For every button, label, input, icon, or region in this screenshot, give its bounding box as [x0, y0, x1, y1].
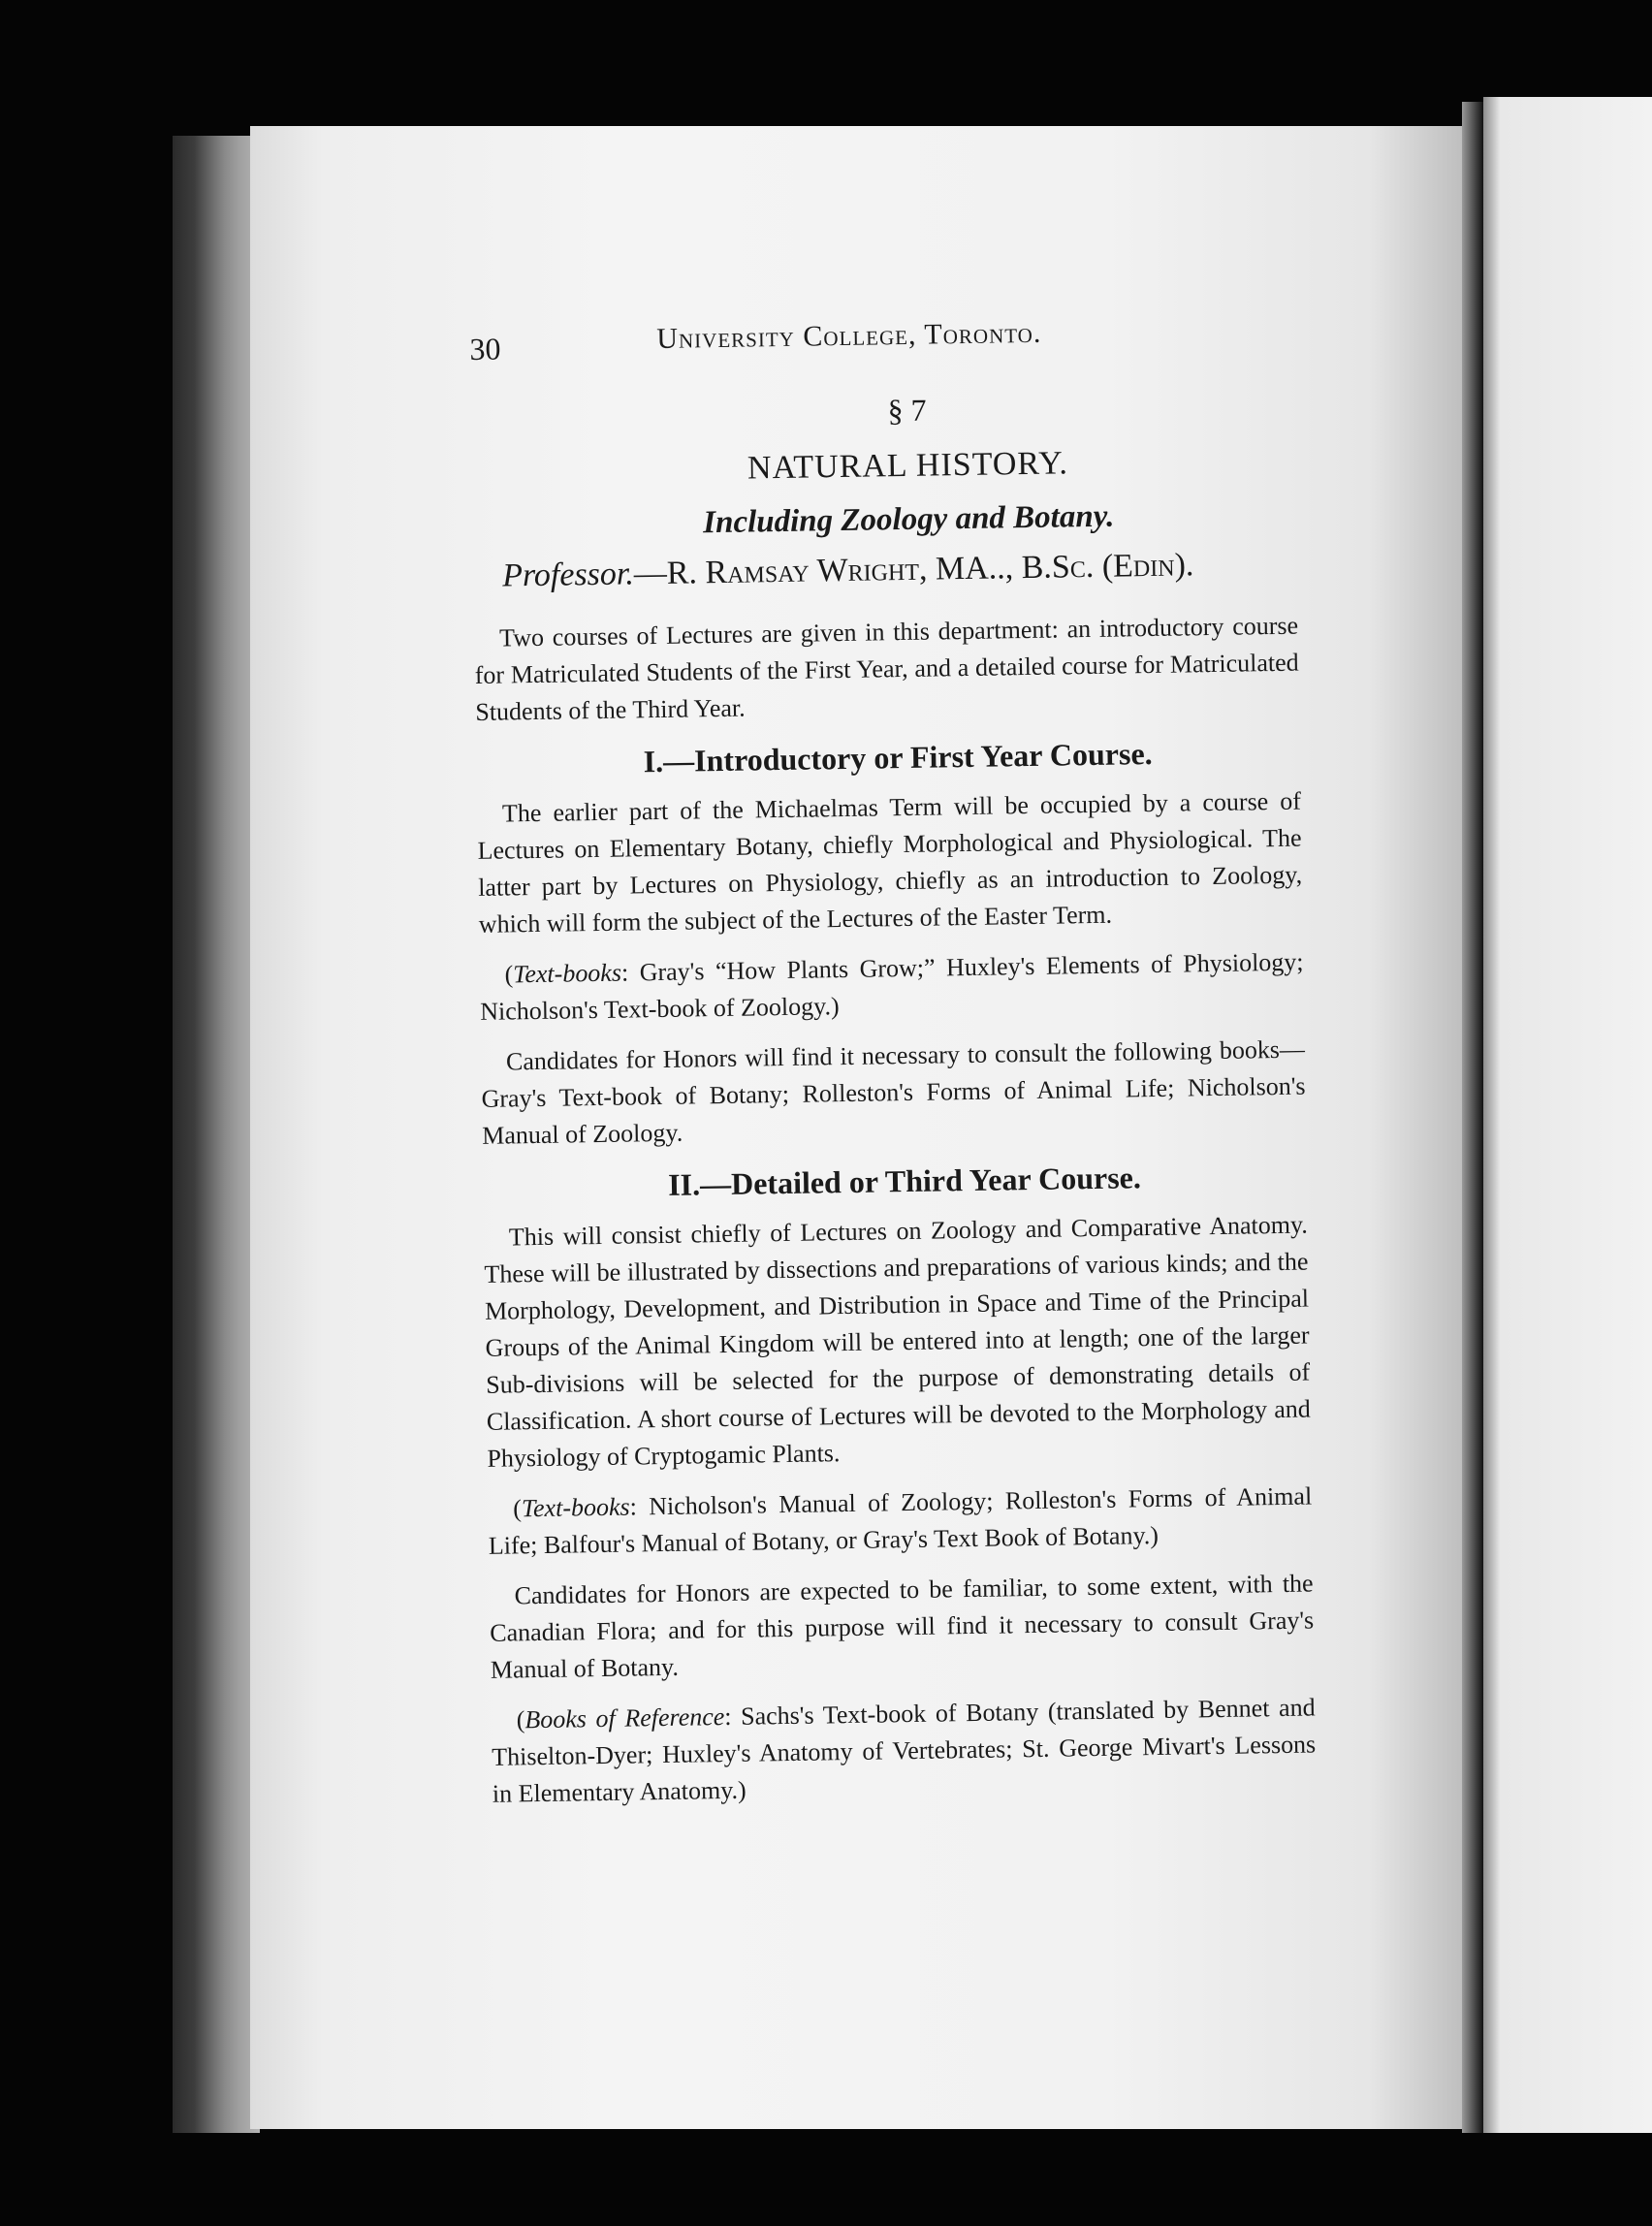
- course-one-heading: I.—Introductory or First Year Course.: [643, 735, 1153, 779]
- professor-line: [473, 546, 1297, 595]
- course-one-body: The earlier part of the Michaelmas Term will be occupied by a course of Lectures on Elementary Botany, chiefly Morphological and Physiological. The latter part by Lectures on Physiology, chiefly as an introduction to Zoology, which will form the subject of the Lectures of the Easter Term.: [477, 786, 1303, 938]
- running-title: University College, Toronto.: [656, 316, 1042, 355]
- textbooks-open: (: [513, 1494, 523, 1523]
- intro-paragraph: Two courses of Lectures are given in this department: an introductory course for Matriculated Students of the First Year, and a detailed course for Matriculated Students of the Third Year.: [474, 611, 1299, 726]
- textbooks-label: Text-books: [513, 958, 622, 989]
- page-text: [469, 307, 1317, 1813]
- reference-label: Books of Reference: [524, 1702, 725, 1734]
- section-subtitle: Including Zoology and Botany.: [702, 498, 1115, 541]
- course-one-textbooks: [479, 944, 1304, 1031]
- textbooks-open: (: [504, 960, 514, 989]
- course-one-honors: Candidates for Honors will find it necessary to consult the following books—Gray's Text-book of Botany; Rolleston's Forms of Animal Life; Nicholson's Manual of Zoology.: [481, 1034, 1306, 1150]
- reference-open: (: [516, 1705, 525, 1734]
- book-edge: [173, 136, 260, 2133]
- section-number: § 7: [887, 392, 927, 429]
- course-two-body: This will consist chiefly of Lectures on Zoology and Comparative Anatomy. These will be illustrated by dissections and preparations of various kinds; and the Morphology, Development, and Distribution in Space and Time of the Principal Groups of the Animal Kingdom will be entered into at length; one of the larger Sub-divisions will be selected for the purpose of demonstrating details of Classification. A short course of Lectures will be devoted to the Morphology and Physiology of Cryptogamic Plants.: [484, 1210, 1311, 1473]
- professor-name: R. Ramsay Wright, MA.., B.Sc. (Edin).: [666, 547, 1194, 591]
- course-two-heading: II.—Detailed or Third Year Course.: [667, 1160, 1142, 1202]
- section-title: NATURAL HISTORY.: [747, 445, 1069, 487]
- facing-page-edge: [1483, 97, 1652, 2133]
- textbooks-label: Text-books: [521, 1492, 630, 1523]
- course-two-references: [491, 1689, 1317, 1812]
- running-head: [469, 307, 1294, 378]
- course-two-honors: Candidates for Honors are expected to be familiar, to some extent, with the Canadian Flora; and for this purpose will find it necessary to consult Gray's Manual of Botany.: [490, 1569, 1315, 1684]
- textbooks-list: : Gray's “How Plants Grow;” Huxley's Elements of Physiology; Nicholson's Text-book of Zoology.): [479, 947, 1304, 1026]
- textbooks-list: : Nicholson's Manual of Zoology; Rolleston's Forms of Animal Life; Balfour's Manual of Botany, or Gray's Text Book of Botany.): [488, 1481, 1313, 1560]
- course-two-textbooks: [488, 1478, 1313, 1564]
- page-number: 30: [469, 331, 501, 366]
- professor-label: Professor.: [501, 556, 635, 594]
- book-gutter: [1462, 102, 1483, 2133]
- reference-list: : Sachs's Text-book of Botany (translated by Bennet and Thiselton-Dyer; Huxley's Anatomy of Vertebrates; St. George Mivart's Lessons in Elementary Anatomy.): [492, 1693, 1317, 1808]
- professor-dash: —: [633, 555, 668, 592]
